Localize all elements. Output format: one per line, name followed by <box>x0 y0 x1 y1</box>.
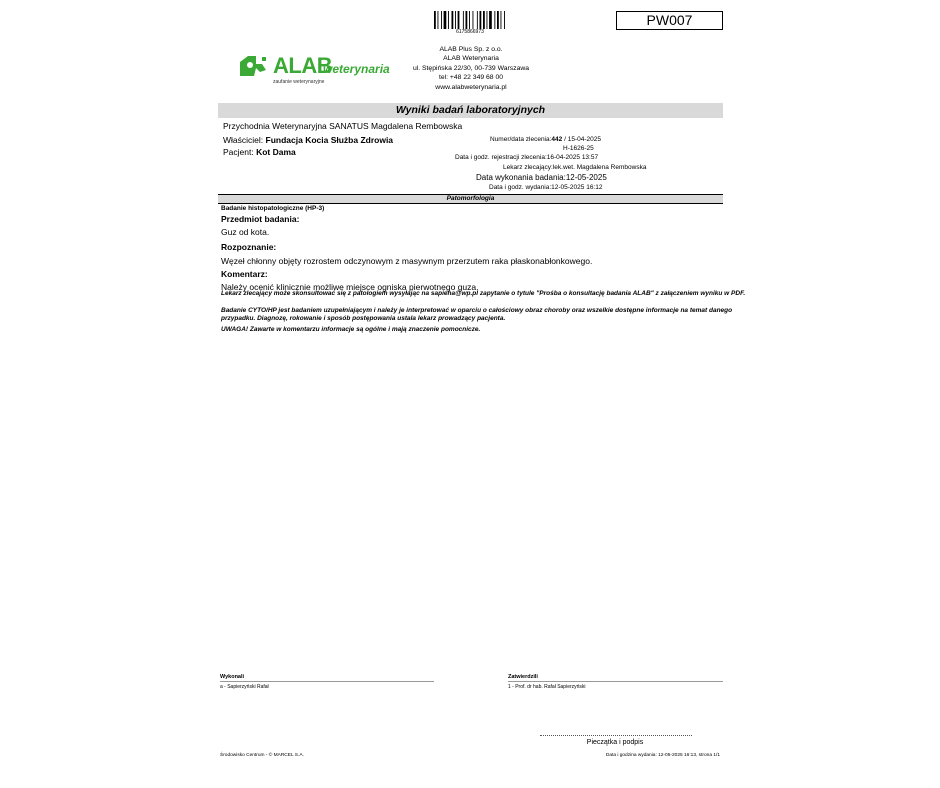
performed-value: a - Sapierzyński Rafał <box>220 684 269 690</box>
stamp-label: Pieczątka i podpis <box>586 739 644 746</box>
order-number: 442 <box>551 136 563 143</box>
patient-label: Pacjent: <box>223 147 257 157</box>
ordering-doctor: Lekarz zlecający:lek.wet. Magdalena Rembowska <box>503 164 647 171</box>
patient-value: Kot Dama <box>256 147 296 157</box>
comment-heading: Komentarz: <box>221 269 268 279</box>
report-title: Wyniki badań laboratoryjnych <box>218 103 723 118</box>
barcode-number: 6175866973 <box>456 29 484 35</box>
barcode <box>434 11 506 29</box>
lab-line-3: ul. Stępińska 22/30, 00-739 Warszawa <box>412 64 530 72</box>
execution-date: Data wykonania badania:12-05-2025 <box>476 173 607 182</box>
diagnosis-heading: Rozpoznanie: <box>221 242 277 252</box>
signature-line <box>540 735 692 736</box>
section-header: Patomorfologia <box>218 194 723 204</box>
logo-tagline: zaufanie weterynaryjne <box>273 79 325 85</box>
owner-label: Właściciel: <box>223 135 266 145</box>
warning-note: UWAGA! Zawarte w komentarzu informacje są ogólne i mają znaczenie pomocnicze. <box>221 326 481 333</box>
h-code: H-1626-25 <box>563 145 594 152</box>
approved-by <box>508 674 723 690</box>
clinic-name: Przychodnia Weterynaryjna SANATUS Magdalena Rembowska <box>223 121 463 131</box>
lab-line-4: tel: +48 22 349 68 00 <box>438 74 504 82</box>
lab-line-5: www.alabweterynaria.pl <box>435 83 507 91</box>
order-label: Numer/data zlecenia: <box>490 136 552 143</box>
approved-value: 1 - Prof. dr hab. Rafał Sapierzyński <box>508 684 586 690</box>
interpretation-note: Badanie CYTO/HP jest badaniem uzupełniającym i należy je interpretować w oparciu o całościowy obraz choroby oraz wszelkie dostępne informacje na temat danego przypadku. Diagnozę, rokowanie i sposób postępowania ustala lekarz prowadzący pacjenta. <box>221 307 733 323</box>
owner-value: Fundacja Kocia Służba Zdrowia <box>265 135 394 145</box>
order-code-box: PW007 <box>616 11 723 30</box>
subject-heading: Przedmiot badania: <box>221 214 300 224</box>
approved-label: Zatwierdzili <box>508 674 723 682</box>
lab-line-1: ALAB Plus Sp. z o.o. <box>439 46 503 53</box>
owner-line <box>223 135 393 145</box>
subject-value: Guz od kota. <box>221 227 270 237</box>
alab-logo <box>238 52 388 88</box>
performed-label: Wykonali <box>220 674 434 682</box>
footer-right: Data i godzina wydania: 12-05-2025 16:13, strona 1/1 <box>605 753 720 758</box>
logo-brand: ALAB <box>273 53 333 78</box>
footer-left: Środowisko Centrum - © MARCEL S.A. <box>220 753 304 758</box>
performed-by <box>220 674 434 690</box>
order-number-date <box>490 136 601 143</box>
registration-datetime: Data i godz. rejestracji zlecenia:16-04-2025 13:57 <box>455 154 599 161</box>
alab-mark-icon <box>238 54 268 78</box>
exam-name: Badanie histopatologiczne (HP-3) <box>221 205 325 212</box>
logo-sub: weterynaria <box>323 62 390 76</box>
patient-line <box>223 147 296 157</box>
diagnosis-value: Węzeł chłonny objęty rozrostem odczynowym z masywnym przerzutem raka płaskonabłonkowego. <box>221 256 593 266</box>
comment-value: Należy ocenić klinicznie możliwe miejsce ogniska pierwotnego guza. <box>221 282 479 292</box>
lab-line-2: ALAB Weterynaria <box>443 55 499 63</box>
issue-datetime: Data i godz. wydania:12-05-2025 16:12 <box>489 184 603 191</box>
order-date: / 15-04-2025 <box>562 136 601 143</box>
lab-address <box>400 45 542 92</box>
consultation-note: Lekarz zlecający może skonsultować się z patologiem wysyłając na sapieha@wp.pl zapytanie o tytule "Prośba o konsultację badania ALAB" z załączeniem wyniku w PDF. <box>221 290 746 297</box>
